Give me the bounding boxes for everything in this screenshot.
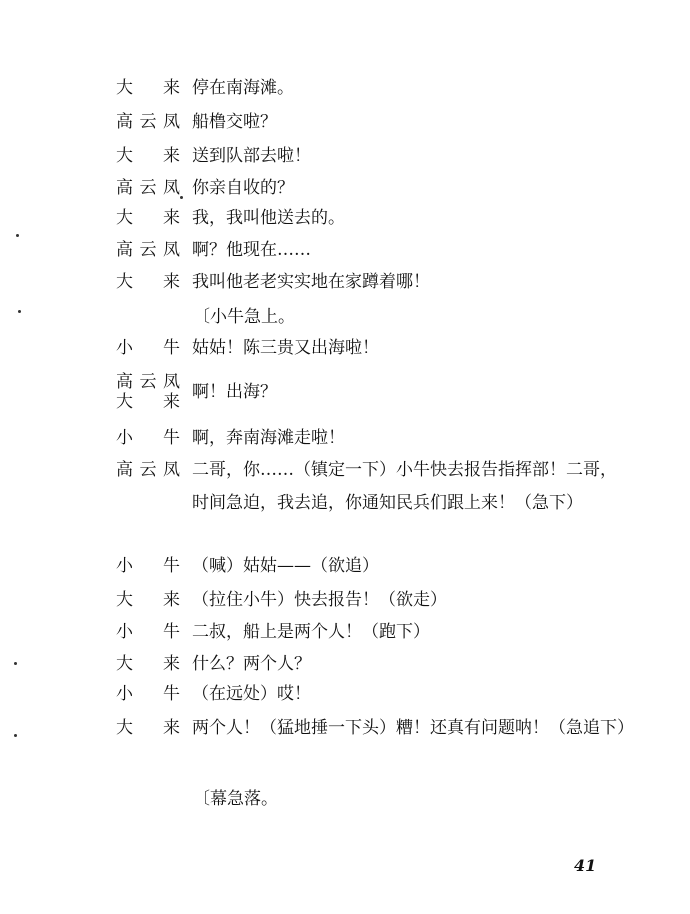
- speaker-name: 大 来: [116, 78, 180, 98]
- scan-speck: [18, 310, 21, 313]
- speaker-name: 小 牛: [116, 684, 180, 704]
- dialogue-text: 什么？两个人？: [192, 654, 311, 674]
- speaker-name: 大 来: [116, 590, 180, 610]
- dialogue-text: 啊，奔南海滩走啦！: [192, 428, 345, 448]
- dialogue-text: 啊？他现在……: [192, 240, 311, 260]
- dialogue-text: （在远处）哎！: [192, 684, 311, 704]
- dialogue-text: 你亲自收的？: [192, 178, 294, 198]
- speaker-name: 大 来: [116, 208, 180, 228]
- dialogue-text: 停在南海滩。: [192, 78, 294, 98]
- dialogue-text: 二哥，你……（镇定一下）小牛快去报告指挥部！二哥，时间急迫，我去追，你通知民兵们跟上来！（急下）: [192, 460, 617, 513]
- speaker-name: 大 来: [116, 718, 180, 738]
- scan-speck: [14, 734, 17, 737]
- page-number: 41: [574, 856, 597, 875]
- stage-direction: 〔幕急落。: [193, 789, 278, 809]
- speaker-name: 小 牛: [116, 428, 180, 448]
- speaker-name: 大 来: [116, 654, 180, 674]
- speaker-name-second: 大 来: [116, 392, 180, 412]
- dialogue-line: [116, 372, 650, 412]
- speaker-name: 高云凤: [116, 240, 180, 260]
- dialogue-text: 船橹交啦？: [192, 112, 277, 132]
- speaker-name: 高云凤: [116, 178, 180, 198]
- dialogue-text: （拉住小牛）快去报告！（欲走）: [192, 590, 447, 610]
- scan-speck: [180, 196, 183, 199]
- dialogue-text: 二叔，船上是两个人！（跑下）: [192, 622, 430, 642]
- scan-speck: [16, 234, 19, 237]
- dialogue-text: 送到队部去啦！: [192, 146, 311, 166]
- dialogue-text: 啊！出海？: [192, 382, 277, 402]
- speaker-name: 大 来: [116, 272, 180, 292]
- dialogue-line: [116, 718, 650, 778]
- dialogue-text: 两个人！（猛地捶一下头）糟！还真有问题呐！（急追下）: [192, 718, 634, 738]
- speaker-name: 高云凤: [116, 112, 180, 132]
- speaker-name: 高云凤: [116, 372, 180, 392]
- speaker-name: 大 来: [116, 146, 180, 166]
- dialogue-text: 我，我叫他送去的。: [192, 208, 345, 228]
- dialogue-line: [116, 460, 650, 550]
- scan-speck: [14, 662, 17, 665]
- dialogue-text: 姑姑！陈三贵又出海啦！: [192, 338, 379, 358]
- speaker-name: 高云凤: [116, 460, 180, 480]
- dialogue-text: 我叫他老老实实地在家蹲着哪！: [192, 272, 430, 292]
- stage-direction: 〔小牛急上。: [193, 307, 295, 327]
- speaker-name: 小 牛: [116, 622, 180, 642]
- speaker-name: 小 牛: [116, 338, 180, 358]
- dialogue-text: （喊）姑姑——（欲追）: [192, 556, 379, 576]
- speaker-name: 小 牛: [116, 556, 180, 576]
